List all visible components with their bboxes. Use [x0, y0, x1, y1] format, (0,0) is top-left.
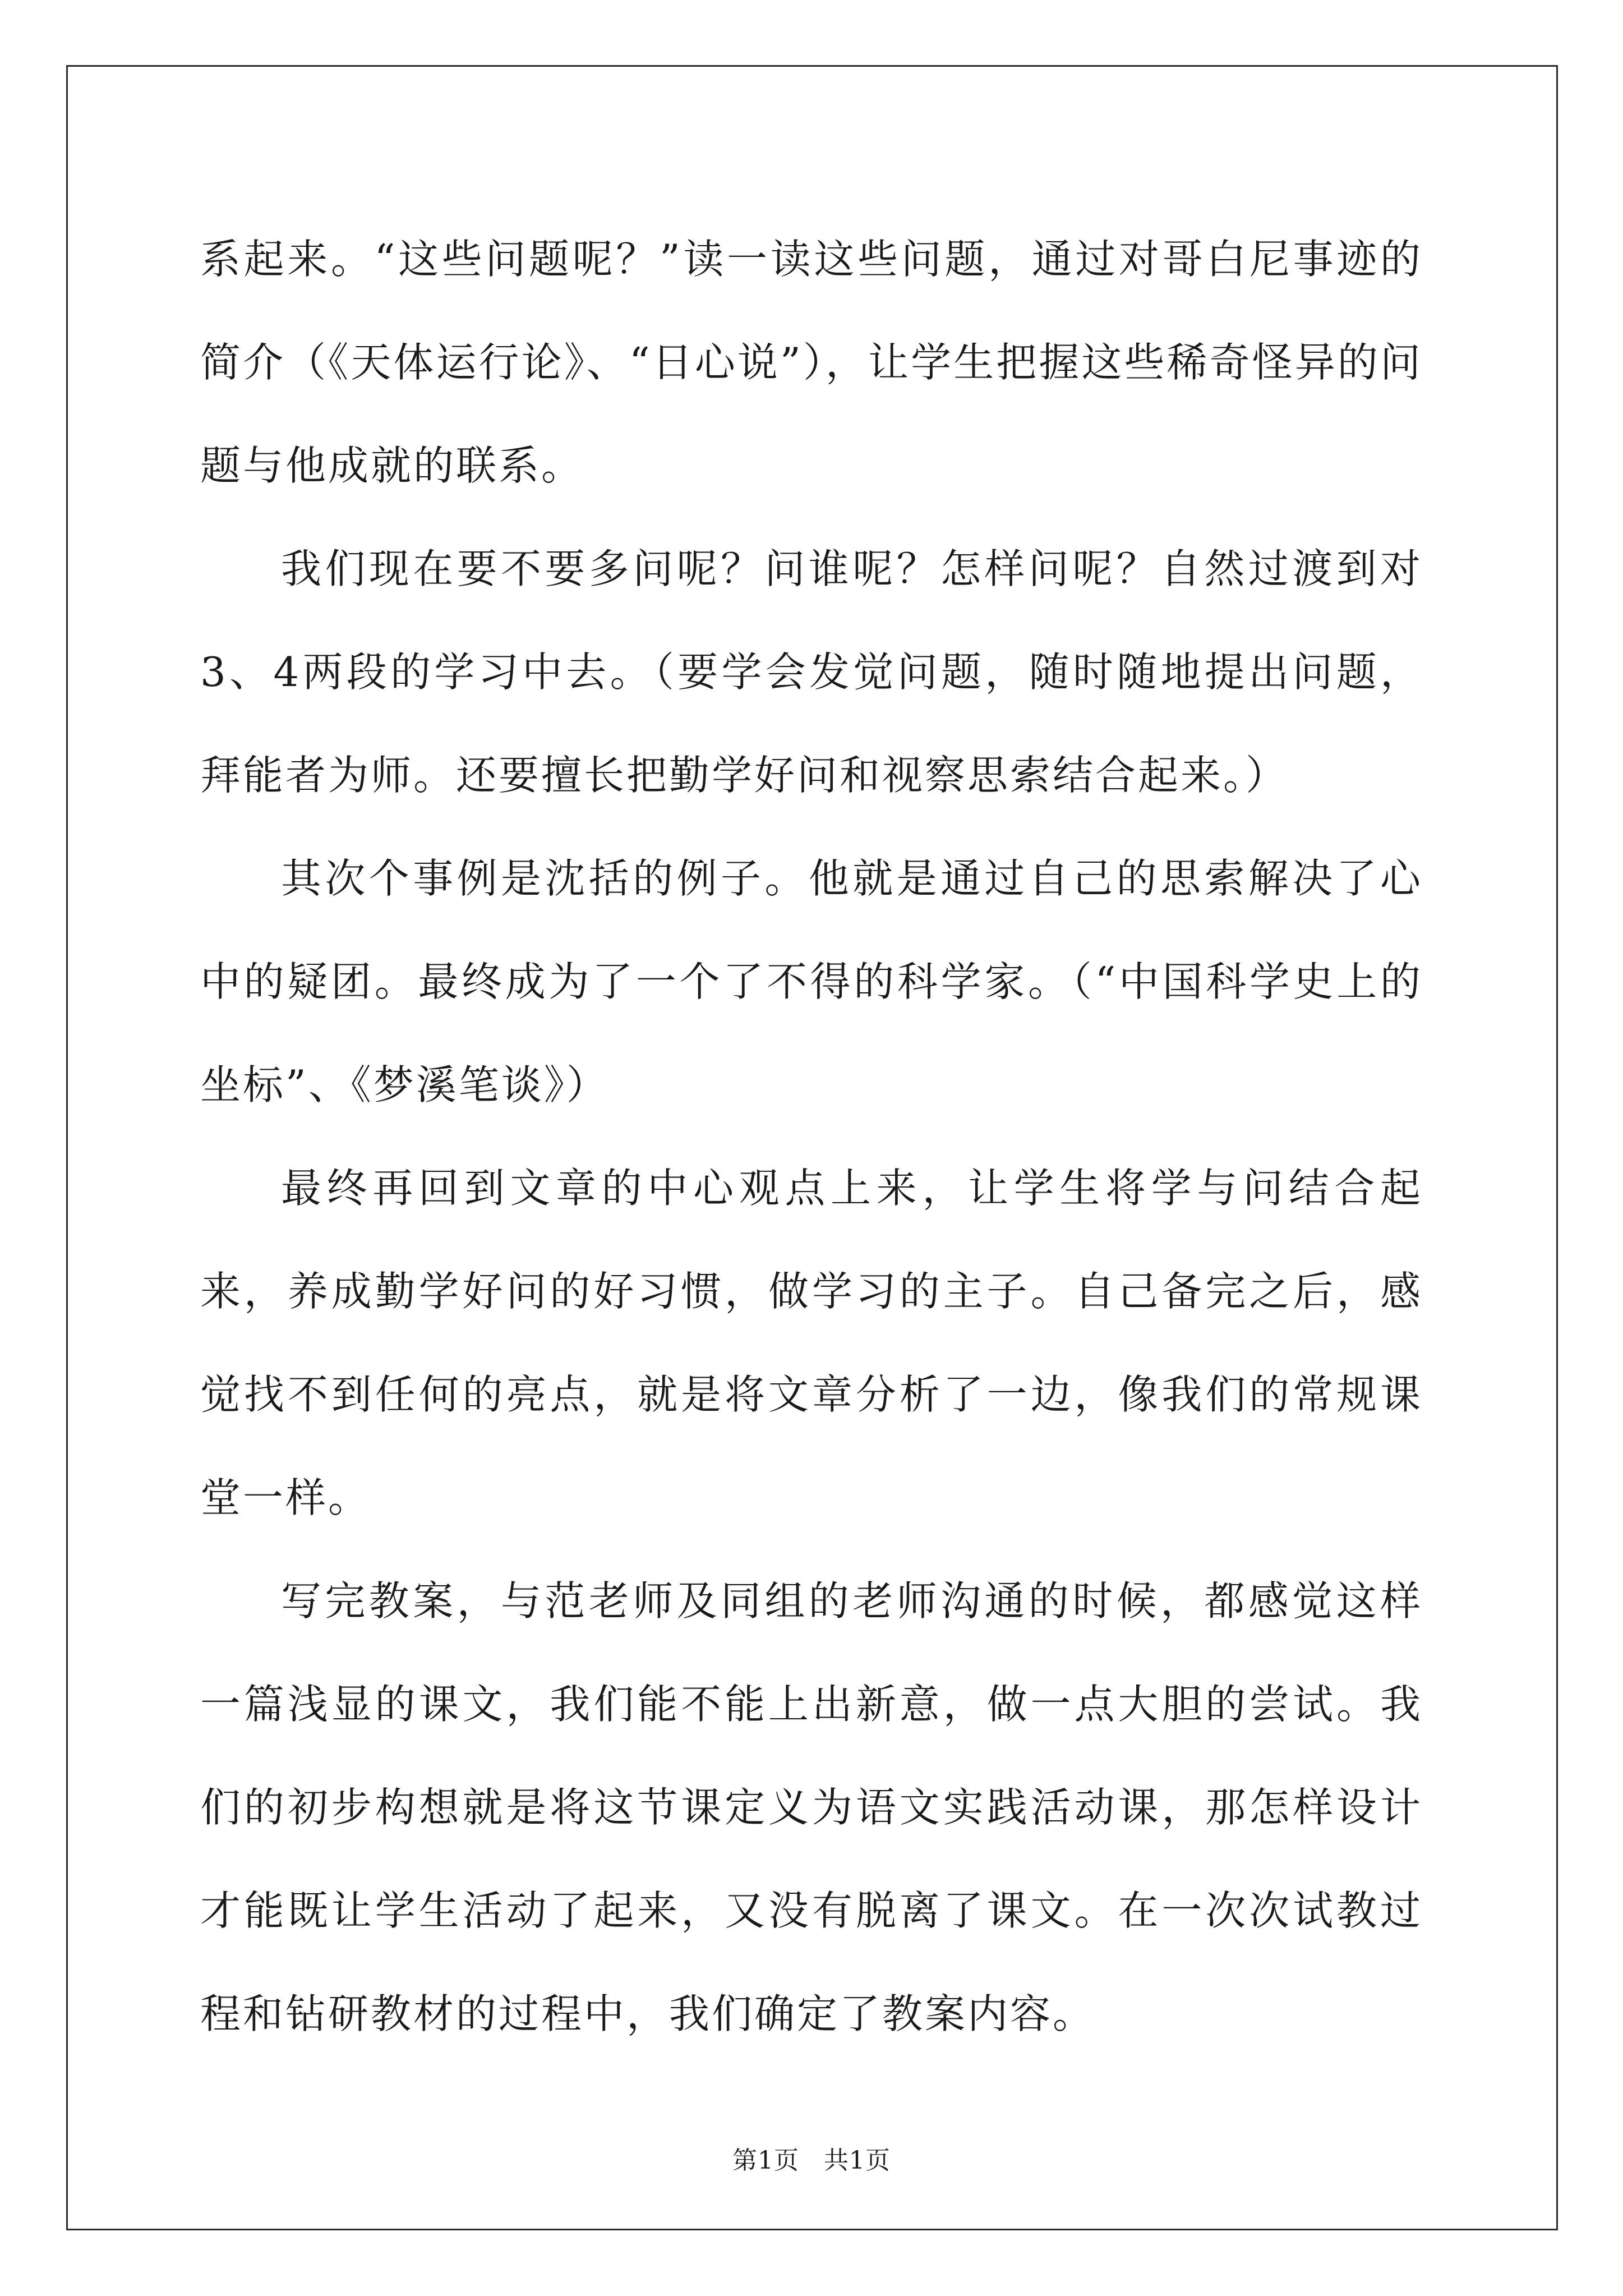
paragraph-5: 写完教案，与范老师及同组的老师沟通的时候，都感觉这样一篇浅显的课文，我们能不能上出新意，做一点大胆的尝试。我们的初步构想就是将这节课定义为语文实践活动课，那怎样设计才能既让学生活动了起来，又没有脱离了课文。在一次次试教过程和钻研教材的过程中，我们确定了教案内容。 [200, 1577, 1423, 2037]
page-number: 第1页 [732, 2146, 799, 2175]
paragraph-4: 最终再回到文章的中心观点上来，让学生将学与问结合起来，养成勤学好问的好习惯，做学习的主子。自己备完之后，感觉找不到任何的亮点，就是将文章分析了一边，像我们的常规课堂一样。 [200, 1165, 1423, 1521]
paragraph-1: 系起来。“这些问题呢？”读一读这些问题，通过对哥白尼事迹的简介（《天体运行论》、“日心说”），让学生把握这些稀奇怪异的问题与他成就的联系。 [200, 236, 1423, 489]
page-footer [0, 2140, 1623, 2176]
page-total: 共1页 [824, 2146, 891, 2175]
paragraph-3: 其次个事例是沈括的例子。他就是通过自己的思索解决了心中的疑团。最终成为了一个了不得的科学家。（“中国科学史上的坐标”、《梦溪笔谈》） [200, 855, 1423, 1108]
paragraph-2: 我们现在要不要多问呢？问谁呢？怎样问呢？自然过渡到对3、4两段的学习中去。（要学会发觉问题，随时随地提出问题，拜能者为师。还要擅长把勤学好问和视察思索结合起来。） [200, 545, 1423, 799]
document-body [200, 208, 1423, 2065]
